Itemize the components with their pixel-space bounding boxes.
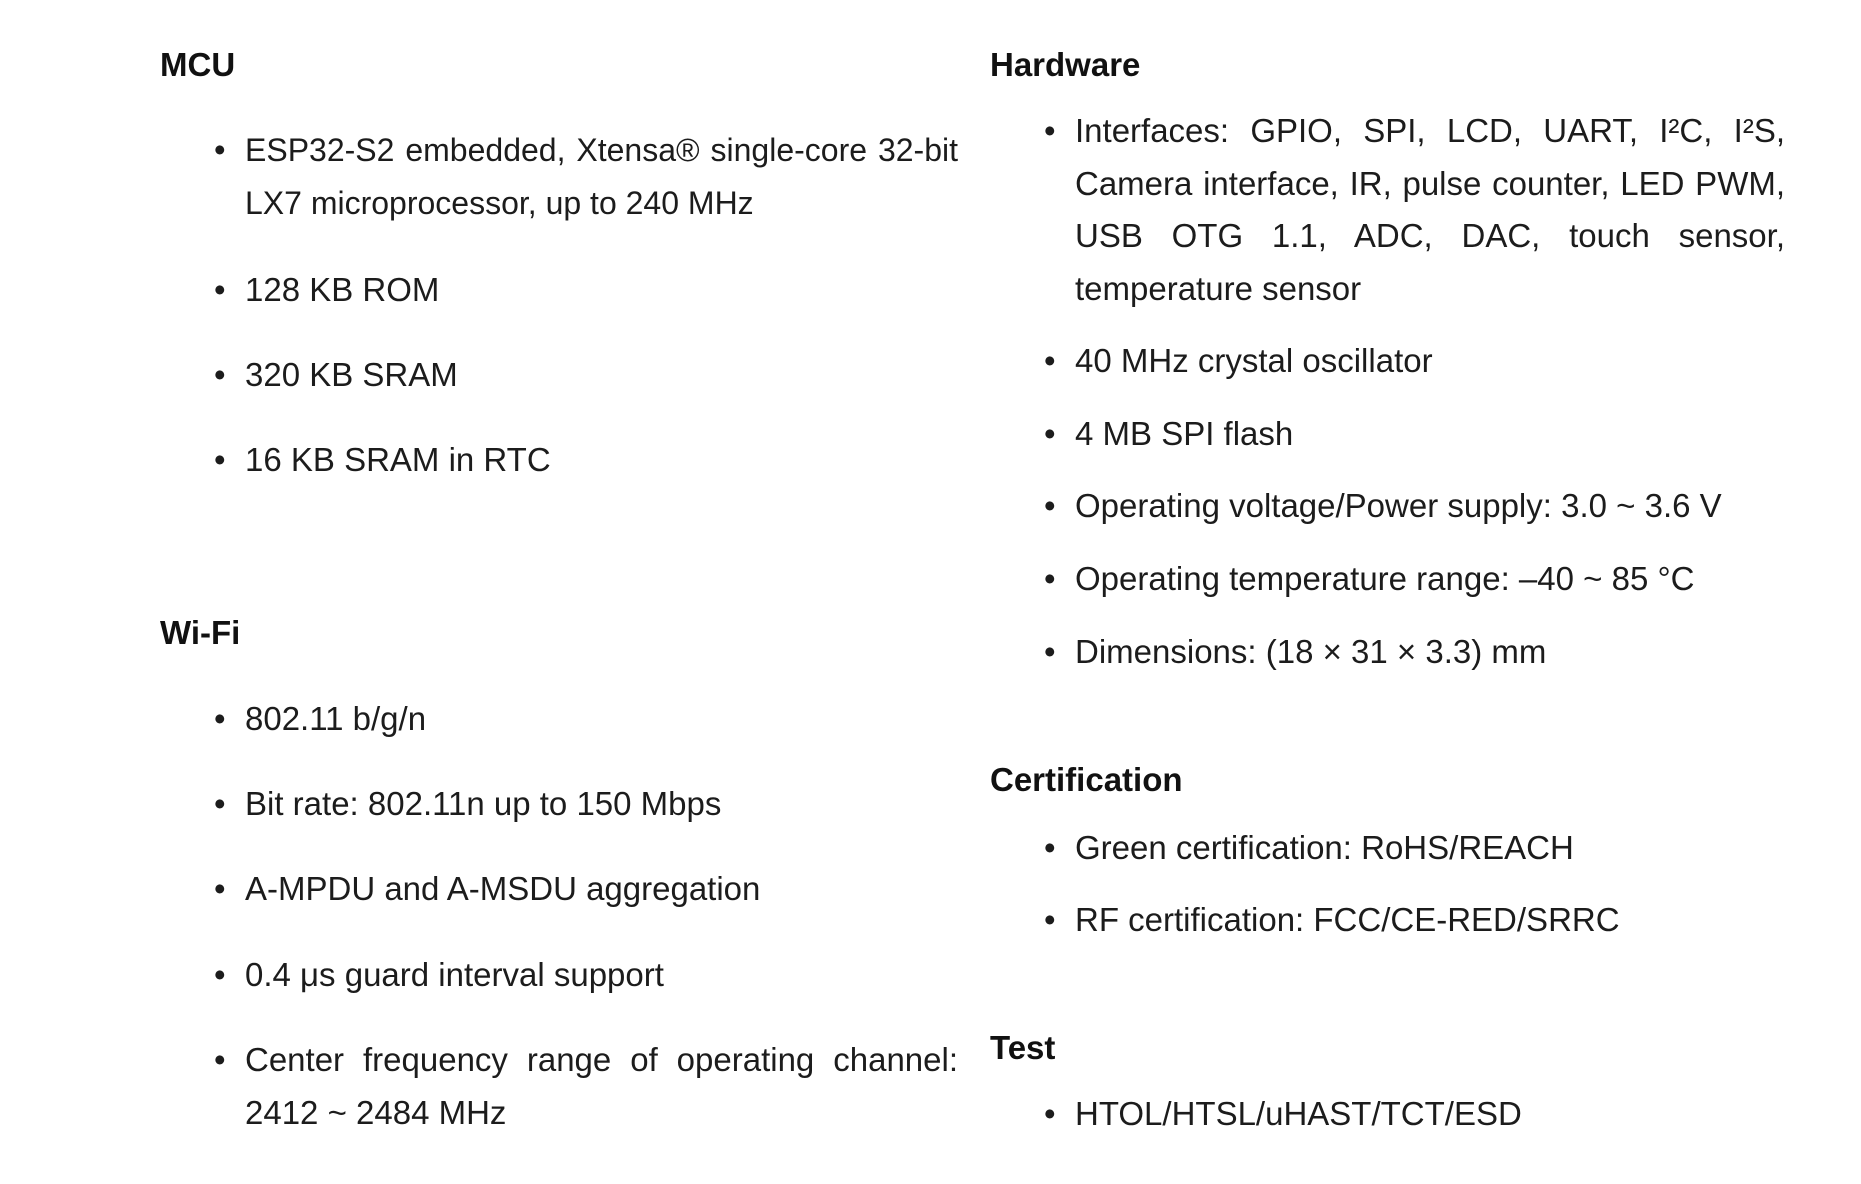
list-item-text: RF certification: FCC/CE-RED/SRRC	[1075, 901, 1620, 938]
bullet-icon: •	[214, 956, 226, 993]
bullet-icon: •	[214, 131, 226, 168]
bullet-icon: •	[214, 1041, 226, 1078]
bullet-icon: •	[1044, 1095, 1056, 1132]
hardware-item-temperature	[1044, 553, 1695, 606]
mcu-item-rom	[214, 264, 440, 317]
bullet-icon: •	[214, 271, 226, 308]
wifi-heading: Wi-Fi	[160, 614, 241, 651]
bullet-icon: •	[214, 785, 226, 822]
list-item-text: Dimensions: (18 × 31 × 3.3) mm	[1075, 633, 1547, 670]
hardware-item-interfaces	[1044, 105, 1785, 315]
list-item-text: 16 KB SRAM in RTC	[245, 441, 551, 478]
list-item-text: ESP32-S2 embedded, Xtensa® single-core 32-bit LX7 microprocessor, up to 240 MHz	[245, 132, 958, 221]
certification-heading: Certification	[990, 761, 1183, 798]
list-item-text: HTOL/HTSL/uHAST/TCT/ESD	[1075, 1095, 1522, 1132]
list-item-text: Bit rate: 802.11n up to 150 Mbps	[245, 785, 722, 822]
bullet-icon: •	[1044, 901, 1056, 938]
list-item-text: 320 KB SRAM	[245, 356, 458, 393]
wifi-item-aggregation	[214, 863, 761, 916]
list-item-text: 4 MB SPI flash	[1075, 415, 1294, 452]
wifi-item-frequency	[214, 1034, 958, 1139]
bullet-icon: •	[214, 870, 226, 907]
list-item-text: Interfaces: GPIO, SPI, LCD, UART, I²C, I²S, Camera interface, IR, pulse counter, LED PWM, USB OTG 1.1, ADC, DAC, touch sensor, temperature sensor	[1075, 112, 1785, 307]
wifi-item-bitrate	[214, 778, 722, 831]
list-item-text: 0.4 μs guard interval support	[245, 956, 664, 993]
certification-item-green	[1044, 822, 1574, 875]
list-item-text: Green certification: RoHS/REACH	[1075, 829, 1574, 866]
hardware-item-voltage	[1044, 480, 1722, 533]
bullet-icon: •	[214, 700, 226, 737]
mcu-item-sram	[214, 349, 458, 402]
bullet-icon: •	[1044, 415, 1056, 452]
bullet-icon: •	[1044, 560, 1056, 597]
bullet-icon: •	[214, 356, 226, 393]
bullet-icon: •	[1044, 342, 1056, 379]
list-item-text: Operating temperature range: –40 ~ 85 °C	[1075, 560, 1695, 597]
list-item-text: A-MPDU and A-MSDU aggregation	[245, 870, 761, 907]
bullet-icon: •	[1044, 487, 1056, 524]
bullet-icon: •	[1044, 829, 1056, 866]
bullet-icon: •	[1044, 112, 1056, 149]
hardware-item-dimensions	[1044, 626, 1547, 679]
mcu-item-cpu	[214, 124, 958, 229]
bullet-icon: •	[1044, 633, 1056, 670]
list-item-text: Operating voltage/Power supply: 3.0 ~ 3.6 V	[1075, 487, 1722, 524]
wifi-item-standard	[214, 693, 427, 746]
mcu-heading: MCU	[160, 46, 236, 83]
list-item-text: Center frequency range of operating channel: 2412 ~ 2484 MHz	[245, 1041, 958, 1131]
list-item-text: 802.11 b/g/n	[245, 700, 427, 737]
list-item-text: 40 MHz crystal oscillator	[1075, 342, 1433, 379]
mcu-item-rtc-sram	[214, 434, 551, 487]
hardware-heading: Hardware	[990, 46, 1141, 83]
certification-item-rf	[1044, 894, 1620, 947]
hardware-item-oscillator	[1044, 335, 1433, 388]
test-heading: Test	[990, 1029, 1056, 1066]
list-item-text: 128 KB ROM	[245, 271, 440, 308]
bullet-icon: •	[214, 441, 226, 478]
test-item-reliability	[1044, 1088, 1522, 1141]
hardware-item-flash	[1044, 408, 1294, 461]
wifi-item-guard-interval	[214, 949, 664, 1002]
